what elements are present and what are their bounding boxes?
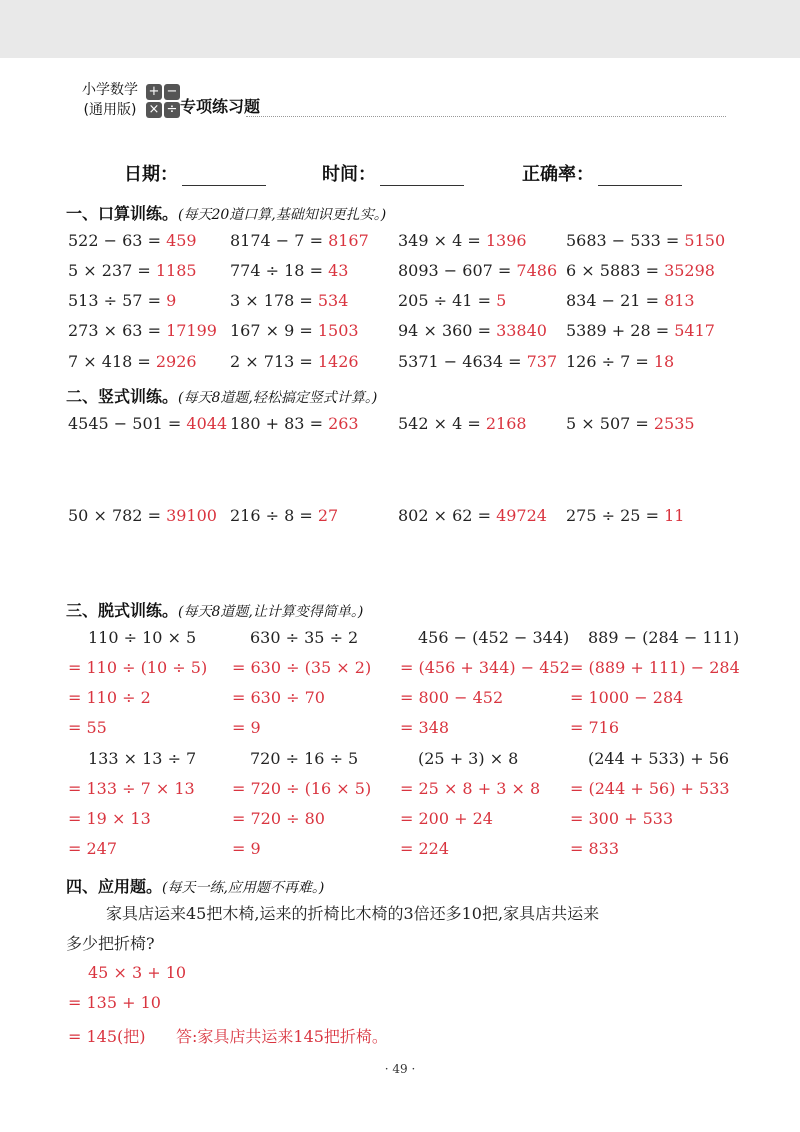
times-icon: × [146, 102, 162, 118]
vertical-problem-answer: 39100 [166, 506, 217, 525]
vertical-problem [398, 414, 527, 433]
vertical-problem-question: 4545 − 501 = [68, 414, 187, 433]
oral-problem [566, 231, 725, 250]
stepwise-problem: 889 − (284 − 111) [588, 628, 740, 647]
vertical-problem-answer: 49724 [496, 506, 547, 525]
vertical-problem [230, 506, 338, 525]
section2-title: 二、竖式训练。 [66, 387, 179, 406]
oral-problem-question: 7 × 418 = [68, 352, 156, 371]
stepwise-step: = 200 + 24 [400, 809, 493, 828]
date-blank [182, 165, 266, 186]
oral-problem-question: 273 × 63 = [68, 321, 167, 340]
oral-problem [230, 291, 348, 310]
stepwise-step: = 247 [68, 839, 118, 858]
oral-problem [68, 231, 197, 250]
oral-problem-question: 5371 − 4634 = [398, 352, 527, 371]
oral-problem [566, 291, 695, 310]
oral-problem [566, 261, 715, 280]
section1-heading [66, 201, 386, 224]
vertical-problem-question: 802 × 62 = [398, 506, 497, 525]
oral-problem-question: 2 × 713 = [230, 352, 318, 371]
section2-heading [66, 384, 377, 407]
oral-problem-answer: 459 [166, 231, 197, 250]
oral-problem-answer: 737 [526, 352, 558, 371]
vertical-problem-answer: 2168 [485, 414, 527, 433]
solution-step-1: 45 × 3 + 10 [88, 963, 187, 982]
problem-text-line2: 多少把折椅? [66, 934, 155, 953]
oral-problem-answer: 813 [664, 291, 695, 310]
oral-problem-answer: 5417 [674, 321, 715, 340]
vertical-problem [230, 414, 359, 433]
accuracy-blank [598, 165, 682, 186]
oral-problem-answer: 5 [496, 291, 507, 310]
solution-answer: 答:家具店共运来145把折椅。 [176, 1027, 388, 1046]
stepwise-step: = 224 [400, 839, 450, 858]
oral-problem [398, 261, 557, 280]
section4-title: 四、应用题。 [66, 877, 163, 896]
vertical-problem [566, 506, 684, 525]
section3-title: 三、脱式训练。 [66, 601, 179, 620]
oral-problem [68, 352, 197, 371]
accuracy-field [522, 160, 682, 186]
stepwise-step: = 348 [400, 718, 450, 737]
section3-heading [66, 598, 363, 621]
oral-problem-answer: 5150 [684, 231, 726, 250]
section1-title: 一、口算训练。 [66, 204, 179, 223]
stepwise-step: = (456 + 344) − 452 [400, 658, 570, 677]
stepwise-step: = 19 × 13 [68, 809, 151, 828]
oral-problem-question: 167 × 9 = [230, 321, 318, 340]
vertical-problem-question: 542 × 4 = [398, 414, 486, 433]
oral-problem [68, 291, 176, 310]
brand-line-1: 小学数学 [82, 82, 138, 98]
vertical-problem [68, 506, 217, 525]
brand-line-2: (通用版) [83, 102, 137, 118]
oral-problem [398, 352, 557, 371]
stepwise-step: = 25 × 8 + 3 × 8 [400, 779, 541, 798]
oral-problem-question: 5 × 237 = [68, 261, 156, 280]
oral-problem [68, 261, 197, 280]
oral-problem [398, 291, 506, 310]
section1-note: (每天20道口算,基础知识更扎实。) [178, 207, 387, 223]
oral-problem-question: 3 × 178 = [230, 291, 318, 310]
time-label: 时间： [322, 164, 376, 185]
stepwise-step: = 110 ÷ (10 ÷ 5) [68, 658, 208, 677]
oral-problem-answer: 2926 [155, 352, 197, 371]
oral-problem-question: 522 − 63 = [68, 231, 167, 250]
vertical-problem-question: 275 ÷ 25 = [566, 506, 665, 525]
section2-note: (每天8道题,轻松搞定竖式计算。) [178, 390, 378, 406]
date-label: 日期： [124, 164, 178, 185]
vertical-problem-answer: 11 [664, 506, 685, 525]
page-number: · 49 · [384, 1062, 416, 1076]
page-header [66, 80, 726, 126]
date-field [124, 160, 266, 186]
oral-problem-question: 6 × 5883 = [566, 261, 665, 280]
oral-problem-question: 8174 − 7 = [230, 231, 329, 250]
header-divider [246, 116, 726, 117]
solution-step-2: = 135 + 10 [68, 993, 161, 1012]
vertical-problem-question: 5 × 507 = [566, 414, 654, 433]
oral-problem-question: 349 × 4 = [398, 231, 486, 250]
oral-problem [230, 231, 369, 250]
stepwise-problem: 456 − (452 − 344) [418, 628, 570, 647]
time-blank [380, 165, 464, 186]
oral-problem-question: 8093 − 607 = [398, 261, 517, 280]
oral-problem-question: 774 ÷ 18 = [230, 261, 329, 280]
stepwise-step: = (889 + 111) − 284 [570, 658, 740, 677]
brand-label [72, 80, 148, 120]
stepwise-problem: 630 ÷ 35 ÷ 2 [250, 628, 359, 647]
vertical-problem-question: 50 × 782 = [68, 506, 167, 525]
oral-problem-answer: 33840 [496, 321, 547, 340]
oral-problem-answer: 7486 [516, 261, 558, 280]
vertical-problem-answer: 2535 [653, 414, 695, 433]
oral-problem-answer: 18 [653, 352, 675, 371]
vertical-problem [398, 506, 547, 525]
oral-problem [230, 321, 359, 340]
solution-step-3: = 145(把) [68, 1027, 146, 1046]
stepwise-step: = 720 ÷ 80 [232, 809, 325, 828]
vertical-problem-question: 216 ÷ 8 = [230, 506, 318, 525]
oral-problem [230, 352, 359, 371]
time-field [322, 160, 464, 186]
stepwise-problem: (244 + 533) + 56 [588, 749, 730, 768]
stepwise-step: = 1000 − 284 [570, 688, 684, 707]
oral-problem-question: 205 ÷ 41 = [398, 291, 497, 310]
stepwise-step: = 720 ÷ (16 × 5) [232, 779, 372, 798]
oral-problem-question: 513 ÷ 57 = [68, 291, 167, 310]
stepwise-step: = 630 ÷ (35 × 2) [232, 658, 372, 677]
vertical-problem-question: 180 + 83 = [230, 414, 329, 433]
stepwise-step: = 833 [570, 839, 620, 858]
oral-problem-answer: 534 [317, 291, 349, 310]
header-title: 专项练习题 [180, 97, 261, 116]
section3-note: (每天8道题,让计算变得简单。) [178, 604, 364, 620]
oral-problem-answer: 1185 [155, 261, 197, 280]
stepwise-step: = 55 [68, 718, 107, 737]
vertical-problem-answer: 4044 [186, 414, 228, 433]
oral-problem-answer: 8167 [328, 231, 369, 250]
stepwise-problem: 720 ÷ 16 ÷ 5 [250, 749, 359, 768]
stepwise-step: = 9 [232, 839, 261, 858]
oral-problem-answer: 35298 [664, 261, 715, 280]
divide-icon: ÷ [164, 102, 180, 118]
oral-problem-answer: 1396 [485, 231, 527, 250]
oral-problem [566, 321, 715, 340]
vertical-problem-answer: 263 [328, 414, 359, 433]
oral-problem-answer: 1503 [317, 321, 359, 340]
minus-icon: − [164, 84, 180, 100]
oral-problem-question: 126 ÷ 7 = [566, 352, 654, 371]
operators-logo-icon [146, 84, 182, 120]
oral-problem-question: 94 × 360 = [398, 321, 497, 340]
vertical-problem-answer: 27 [317, 506, 339, 525]
oral-problem-answer: 1426 [317, 352, 359, 371]
oral-problem-answer: 43 [328, 261, 349, 280]
oral-problem [398, 321, 547, 340]
vertical-problem [566, 414, 695, 433]
vertical-problem [68, 414, 227, 433]
stepwise-step: = (244 + 56) + 533 [570, 779, 730, 798]
stepwise-step: = 9 [232, 718, 261, 737]
stepwise-step: = 630 ÷ 70 [232, 688, 325, 707]
oral-problem [68, 321, 217, 340]
stepwise-problem: 110 ÷ 10 × 5 [88, 628, 197, 647]
stepwise-problem: 133 × 13 ÷ 7 [88, 749, 197, 768]
problem-text-line1: 家具店运来45把木椅,运来的折椅比木椅的3倍还多10把,家具店共运来 [106, 904, 600, 923]
oral-problem-question: 834 − 21 = [566, 291, 665, 310]
oral-problem [566, 352, 674, 371]
oral-problem-question: 5683 − 533 = [566, 231, 685, 250]
section4-heading [66, 874, 324, 897]
section4-note: (每天一练,应用题不再难。) [162, 880, 325, 896]
oral-problem [398, 231, 527, 250]
stepwise-step: = 716 [570, 718, 620, 737]
plus-icon: + [146, 84, 162, 100]
oral-problem [230, 261, 348, 280]
stepwise-step: = 133 ÷ 7 × 13 [68, 779, 195, 798]
oral-problem-question: 5389 + 28 = [566, 321, 675, 340]
stepwise-problem: (25 + 3) × 8 [418, 749, 519, 768]
oral-problem-answer: 17199 [166, 321, 217, 340]
stepwise-step: = 110 ÷ 2 [68, 688, 151, 707]
accuracy-label: 正确率： [522, 164, 594, 185]
stepwise-step: = 300 + 533 [570, 809, 674, 828]
oral-problem-answer: 9 [166, 291, 177, 310]
top-gray-band [0, 0, 800, 58]
stepwise-step: = 800 − 452 [400, 688, 504, 707]
